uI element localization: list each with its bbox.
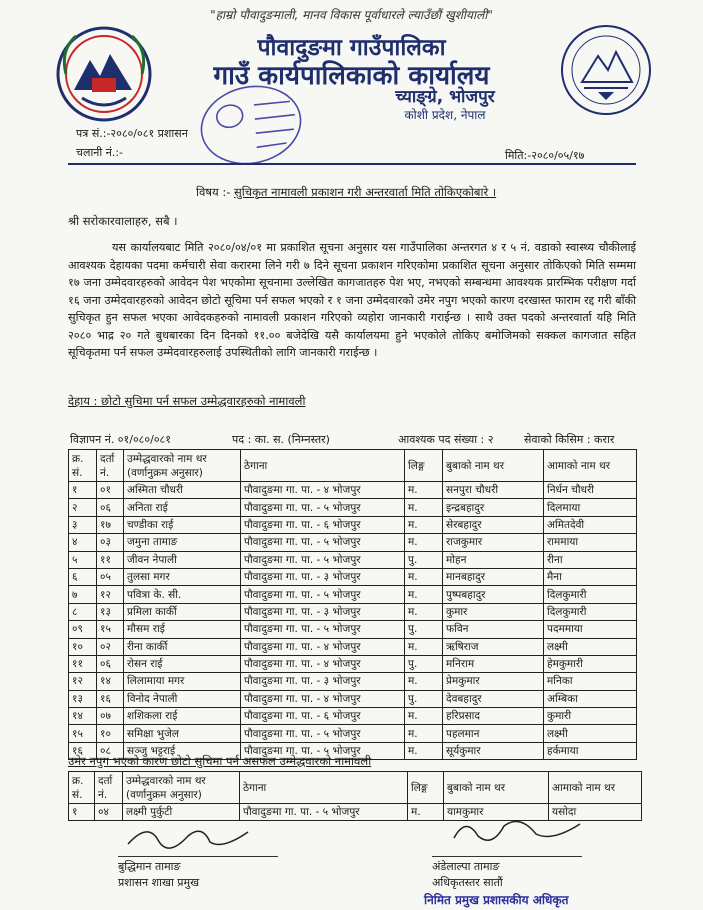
table-cell: म. bbox=[405, 586, 443, 603]
table-cell: प्रेमकुमार bbox=[443, 673, 544, 690]
table-cell: १६ bbox=[97, 690, 124, 707]
table-cell: सूर्यकुमार bbox=[443, 742, 544, 759]
table-cell: म. bbox=[405, 603, 443, 620]
table-cell: पौवादुङमा गा. पा. - ४ भोजपुर bbox=[241, 655, 405, 672]
table-cell: म. bbox=[408, 804, 444, 821]
table-cell: पहलमान bbox=[443, 725, 544, 742]
table-header-cell: दर्ता नं. bbox=[95, 772, 123, 804]
table-cell: ०१ bbox=[97, 482, 124, 499]
table-cell: रोसन राई bbox=[124, 655, 241, 672]
table-cell: पौवादुङमा गा. पा. - ३ भोजपुर bbox=[241, 603, 405, 620]
table-cell: ३ bbox=[69, 516, 97, 533]
table-cell: म. bbox=[405, 708, 443, 725]
municipality-name: पौवादुङमा गाउँपालिका bbox=[257, 35, 446, 61]
subject-prefix: विषय :- bbox=[196, 185, 231, 199]
table-cell: ऋषिराज bbox=[443, 638, 544, 655]
table-cell: सनपुरा चौधरी bbox=[443, 482, 544, 499]
table-row bbox=[69, 725, 637, 742]
table-cell: ०६ bbox=[97, 499, 124, 516]
table-cell: १० bbox=[97, 725, 124, 742]
table-cell: १५ bbox=[97, 621, 124, 638]
header-divider bbox=[68, 163, 636, 165]
table-cell: पु. bbox=[405, 551, 443, 568]
table-cell: पौवादुङमा गा. पा. - ५ भोजपुर bbox=[241, 551, 405, 568]
table-cell: पवित्रा के. सी. bbox=[124, 586, 241, 603]
table-row bbox=[69, 638, 637, 655]
signatory-left-title: प्रशासन शाखा प्रमुख bbox=[118, 876, 200, 889]
table-cell: १० bbox=[69, 638, 97, 655]
table-row bbox=[69, 534, 637, 551]
table-cell: यसोदा bbox=[549, 804, 642, 821]
table-cell: लिलामाया मगर bbox=[124, 673, 241, 690]
reference-number: पत्र सं.:-२०८०/०८१ प्रशासन bbox=[76, 127, 188, 140]
letter-body: यस कार्यालयबाट मिति २०८०/०४/०१ मा प्रकाशित सूचना अनुसार यस गाउँपालिका अन्तरगत ४ र ५ नं. वडाको स्वास्थ्य चौकीलाई आवश्यक देहायका पदमा कर्मचारी सेवा करारमा लिने गरी ७ दिने सूचना प्रकाशन गरिएकोमा प्रकाशित सूचना अनुसार तोकिएको मिति सम्ममा १७ जना उम्मेदवारहरुको आवेदन पेश भएकोमा सूचनामा उल्लेखित कागजातहरु पेश भए, नभएको सम्बन्धमा आवश्यक प्रारम्भिक परीक्षण गर्दा १६ जना उम्मेदवारहरुको आवेदन छोटो सूचिमा पर्न सफल भएको र १ जना उम्मेदवारको उमेर नपुग भएको कारण दरखास्त फाराम रद्द गरी बाँकी सुचिकृत हुन सफल भएका आवेदकहरुको नामावली प्रकाशन गरिएको व्यहोरा जानकारी गराईन्छ । साथै उक्त पदको अन्तरवार्ता यहि मिति २०८० भाद्र २० गते बुधबारका दिन दिनको ११.०० बजेदेखि यसै कार्यालयमा हुने भएकोले तोकिए बमोजिमको सक्कल कागजात सहित सूचिकृतमा पर्न सफल उम्मेदवारहरुलाई उपस्थितीको लागि जानकारी गराईन्छ । bbox=[68, 241, 636, 359]
table-cell: मैना bbox=[544, 568, 637, 585]
table-cell: लक्ष्मी पुर्कुटी bbox=[123, 804, 240, 821]
office-province: कोशी प्रदेश, नेपाल bbox=[404, 108, 486, 122]
table-cell: ४ bbox=[69, 534, 97, 551]
table-cell: पौवादुङमा गा. पा. - ५ भोजपुर bbox=[241, 725, 405, 742]
annex-title: देहाय : छोटो सुचिमा पर्न सफल उम्मेद्धवारहरुको नामावली bbox=[68, 394, 306, 408]
table-cell: निर्धन चौधरी bbox=[544, 482, 637, 499]
subject-text: सुचिकृत नामावली प्रकाशन गरी अन्तरवार्ता मिति तोकिएकोबारे । bbox=[234, 185, 497, 199]
table-cell: म. bbox=[405, 499, 443, 516]
table-cell: म. bbox=[405, 638, 443, 655]
table-cell: ०६ bbox=[97, 655, 124, 672]
table-cell: सञ्जु भट्टराई bbox=[124, 742, 241, 759]
table-row bbox=[69, 516, 637, 533]
table-cell: पौवादुङमा गा. पा. - ५ भोजपुर bbox=[241, 534, 405, 551]
office-stamp-icon bbox=[196, 80, 306, 170]
table-cell: दिलमाया bbox=[544, 499, 637, 516]
table-cell: पौवादुङमा गा. पा. - ३ भोजपुर bbox=[241, 673, 405, 690]
table-cell: पौवादुङमा गा. पा. - ३ भोजपुर bbox=[241, 568, 405, 585]
table-cell: पौवादुङमा गा. पा. - ६ भोजपुर bbox=[241, 708, 405, 725]
table-cell: ६ bbox=[69, 568, 97, 585]
table-row bbox=[69, 586, 637, 603]
table-cell: राजकुमार bbox=[443, 534, 544, 551]
table-cell: जमुना तामाङ bbox=[124, 534, 241, 551]
table-cell: पौवादुङमा गा. पा. - ४ भोजपुर bbox=[241, 690, 405, 707]
table-cell: पु. bbox=[405, 690, 443, 707]
table-cell: १७ bbox=[97, 516, 124, 533]
table-cell: पौवादुङमा गा. पा. - ४ भोजपुर bbox=[241, 482, 405, 499]
table-header-cell: उम्मेद्धवारको नाम थर (वर्णानुक्रम अनुसार) bbox=[123, 772, 240, 804]
table-cell: पौवादुङमा गा. पा. - ५ भोजपुर bbox=[241, 742, 405, 759]
table-cell: म. bbox=[405, 568, 443, 585]
office-name: गाउँ कार्यपालिकाको कार्यालय bbox=[213, 61, 490, 91]
signatory-left-name: बुद्धिमान तामाङ bbox=[118, 856, 278, 874]
table-cell: ०३ bbox=[97, 534, 124, 551]
table-cell: १३ bbox=[97, 603, 124, 620]
table-cell: ०४ bbox=[95, 804, 123, 821]
table-cell: १६ bbox=[69, 742, 97, 759]
table-row bbox=[69, 673, 637, 690]
table-cell: दिलकुमारी bbox=[544, 586, 637, 603]
table-cell: १२ bbox=[69, 673, 97, 690]
table-header-row bbox=[69, 450, 637, 482]
table-cell: पौवादुङमा गा. पा. - ६ भोजपुर bbox=[241, 516, 405, 533]
subject-line bbox=[196, 185, 496, 200]
table-cell: पु. bbox=[405, 655, 443, 672]
table-cell: पौवादुङमा गा. पा. - ५ भोजपुर bbox=[241, 621, 405, 638]
table-header-cell: बुबाको नाम थर bbox=[444, 772, 549, 804]
table-cell: तुलसा मगर bbox=[124, 568, 241, 585]
table-cell: पौवादुङमा गा. पा. - ४ भोजपुर bbox=[241, 638, 405, 655]
signatory-right-title: अधिकृतस्तर सातौं bbox=[432, 876, 503, 889]
table-cell: फविन bbox=[443, 621, 544, 638]
table-cell: १५ bbox=[69, 725, 97, 742]
table-cell: प्रमिला कार्की bbox=[124, 603, 241, 620]
table-cell: म. bbox=[405, 673, 443, 690]
table-header-cell: ठेगाना bbox=[240, 772, 408, 804]
table-cell: पौवादुङमा गा. पा. - ५ भोजपुर bbox=[241, 586, 405, 603]
table-cell: पु. bbox=[405, 621, 443, 638]
table-cell: ०५ bbox=[97, 568, 124, 585]
table-cell: मनिका bbox=[544, 673, 637, 690]
table-cell: समिक्षा भुजेल bbox=[124, 725, 241, 742]
table-cell: ०८ bbox=[97, 742, 124, 759]
table-cell: १४ bbox=[97, 673, 124, 690]
table-row bbox=[69, 708, 637, 725]
signatory-right-name: अंडेलाल्पा तामाङ bbox=[432, 856, 582, 874]
table-header-cell: दर्ता नं. bbox=[97, 450, 124, 482]
table-cell: ५ bbox=[69, 551, 97, 568]
table-row bbox=[69, 655, 637, 672]
table-cell: चण्डीका राई bbox=[124, 516, 241, 533]
table-cell: म. bbox=[405, 725, 443, 742]
signature-left-icon bbox=[118, 820, 268, 854]
table-cell: ७ bbox=[69, 586, 97, 603]
table-cell: ८ bbox=[69, 603, 97, 620]
table-cell: १ bbox=[69, 804, 95, 821]
table-cell: १३ bbox=[69, 690, 97, 707]
table-row bbox=[69, 499, 637, 516]
table-cell: लक्ष्मी bbox=[544, 638, 637, 655]
table-cell: इन्द्रबहादुर bbox=[443, 499, 544, 516]
table-cell: अमितदेवी bbox=[544, 516, 637, 533]
table-cell: ०७ bbox=[97, 708, 124, 725]
table-row bbox=[69, 568, 637, 585]
table-cell: ११ bbox=[97, 551, 124, 568]
table-cell: अम्बिका bbox=[544, 690, 637, 707]
table-row bbox=[69, 621, 637, 638]
motto-text: "हाम्रो पौवादुङमाली, मानव विकास पूर्वाधारले ल्याउँछौं खुशीयाली" bbox=[210, 8, 493, 22]
table-cell: हेमकुमारी bbox=[544, 655, 637, 672]
table-header-cell: आमाको नाम थर bbox=[544, 450, 637, 482]
table-cell: पौवादुङमा गा. पा. - ५ भोजपुर bbox=[241, 499, 405, 516]
table-cell: १४ bbox=[69, 708, 97, 725]
table-cell: ०२ bbox=[97, 638, 124, 655]
table-cell: अनिता राई bbox=[124, 499, 241, 516]
service-type: सेवाको किसिम : करार bbox=[524, 433, 615, 446]
table-cell: १ bbox=[69, 482, 97, 499]
table-cell: हर्कमाया bbox=[544, 742, 637, 759]
table-cell: मनिराम bbox=[443, 655, 544, 672]
table-cell: मानबहादुर bbox=[443, 568, 544, 585]
table-cell: सेरबहादुर bbox=[443, 516, 544, 533]
table-cell: पदममाया bbox=[544, 621, 637, 638]
table-header-cell: आमाको नाम थर bbox=[549, 772, 642, 804]
table-row bbox=[69, 690, 637, 707]
table-cell: रीना bbox=[544, 551, 637, 568]
table-cell: म. bbox=[405, 516, 443, 533]
table-header-cell: ठेगाना bbox=[241, 450, 405, 482]
table-cell: लक्ष्मी bbox=[544, 725, 637, 742]
table-row bbox=[69, 551, 637, 568]
table-cell: म. bbox=[405, 534, 443, 551]
dispatch-number: चलानी नं.:- bbox=[76, 146, 124, 159]
table-cell: विनोद नेपाली bbox=[124, 690, 241, 707]
table-cell: शशिकला राई bbox=[124, 708, 241, 725]
letter-date: मिति:-२०८०/०५/१७ bbox=[505, 149, 585, 162]
table-cell: ११ bbox=[69, 655, 97, 672]
table-cell: अस्मिता चौधरी bbox=[124, 482, 241, 499]
table-cell: पुष्पबहादुर bbox=[443, 586, 544, 603]
table-cell: मौसम राई bbox=[124, 621, 241, 638]
table-row bbox=[69, 482, 637, 499]
rejected-list-title: उमेर नपुग भएको कारण छोटो सुचिमा पर्न असफल उम्मेद्धवारको नामावली bbox=[68, 754, 372, 768]
table-cell: मोहन bbox=[443, 551, 544, 568]
table-header-cell: क्र. सं. bbox=[69, 450, 97, 482]
table-header-cell: क्र. सं. bbox=[69, 772, 95, 804]
table-header-cell: लिङ्ग bbox=[405, 450, 443, 482]
signature-right-icon bbox=[440, 808, 600, 852]
table-header-cell: उम्मेद्धवारको नाम थर (वर्णानुक्रम अनुसार) bbox=[124, 450, 241, 482]
positions-count: आवश्यक पद संख्या : २ bbox=[398, 433, 494, 446]
table-cell: ०९ bbox=[69, 621, 97, 638]
office-place: च्याङ्ग्रे, भोजपुर bbox=[395, 87, 495, 107]
table-cell: हरिप्रसाद bbox=[443, 708, 544, 725]
table-cell: १२ bbox=[97, 586, 124, 603]
table-row bbox=[69, 603, 637, 620]
table-cell: देवबहादुर bbox=[443, 690, 544, 707]
table-cell: जीवन नेपाली bbox=[124, 551, 241, 568]
table-header-row bbox=[69, 772, 642, 804]
table-cell: राममाया bbox=[544, 534, 637, 551]
table-cell: यामकुमार bbox=[444, 804, 549, 821]
table-header-cell: लिङ्ग bbox=[408, 772, 444, 804]
table-cell: दिलकुमारी bbox=[544, 603, 637, 620]
salutation: श्री सरोकारवालाहरु, सबै । bbox=[68, 214, 178, 228]
table-cell: २ bbox=[69, 499, 97, 516]
table-cell: रीना कार्की bbox=[124, 638, 241, 655]
table-cell: म. bbox=[405, 742, 443, 759]
footer-stamp-text: निमित प्रमुख प्रशासकीय अधिकृत bbox=[424, 893, 569, 907]
table-cell: कुमारी bbox=[544, 708, 637, 725]
post-name: पद : का. स. (निम्नस्तर) bbox=[232, 433, 330, 446]
shortlist-table bbox=[68, 449, 637, 760]
municipality-logo-icon bbox=[558, 22, 654, 118]
table-header-cell: बुबाको नाम थर bbox=[443, 450, 544, 482]
table-cell: म. bbox=[405, 482, 443, 499]
advert-number: विज्ञापन नं. ०१/०८०/०८१ bbox=[70, 433, 171, 446]
table-cell: पौवादुङमा गा. पा. - ५ भोजपुर bbox=[240, 804, 408, 821]
table-cell: कुमार bbox=[443, 603, 544, 620]
